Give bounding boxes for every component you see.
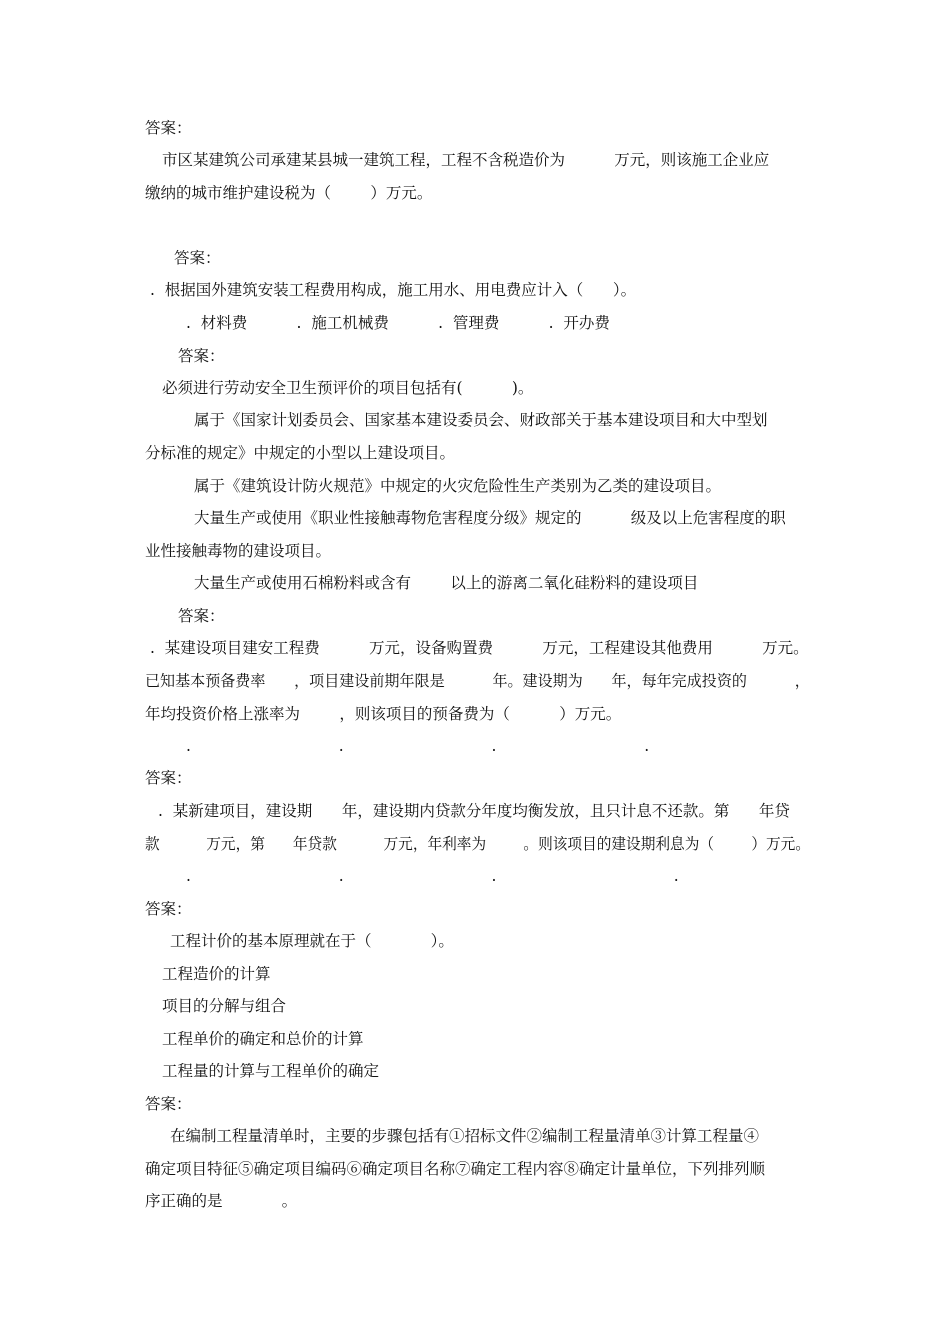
options-row: . . . . [186, 737, 650, 755]
question-text: 在编制工程量清单时，主要的步骤包括有①招标文件②编制工程量清单③计算工程量④ [170, 1127, 760, 1145]
option-text: 大量生产或使用石棉粉料或含有 以上的游离二氧化硅粉料的建设项目 [194, 574, 699, 592]
option-text: 工程量的计算与工程单价的确定 [162, 1062, 380, 1080]
answer-label: 答案： [178, 347, 225, 365]
question-text: . 某新建项目，建设期 年，建设期内贷款分年度均衡发放，且只计息不还款。第 年贷 [158, 802, 790, 820]
option-text: 属于《国家计划委员会、国家基本建设委员会、财政部关于基本建设项目和大中型划 [194, 411, 768, 429]
option-text: 工程造价的计算 [162, 965, 271, 983]
question-text: 缴纳的城市维护建设税为（ ）万元。 [145, 184, 433, 202]
question-text: 年均投资价格上涨率为 ，则该项目的预备费为（ ）万元。 [145, 705, 622, 723]
question-text: 已知基本预备费率 ，项目建设前期年限是 年。建设期为 年，每年完成投资的 ， [145, 672, 810, 690]
question-text: 确定项目特征⑤确定项目编码⑥确定项目名称⑦确定工程内容⑧确定计量单位，下列排列顺 [145, 1160, 766, 1178]
answer-label: 答案： [145, 769, 192, 787]
question-text: 必须进行劳动安全卫生预评价的项目包括有( )。 [162, 379, 534, 397]
option-text: 业性接触毒物的建设项目。 [145, 542, 332, 560]
answer-label: 答案： [145, 119, 192, 137]
question-text: 款 万元，第 年贷款 万元，年利率为 。则该项目的建设期利息为（ ）万元。 [145, 835, 810, 853]
option-text: 大量生产或使用《职业性接触毒物危害程度分级》规定的 级及以上危害程度的职 [194, 509, 786, 527]
question-text: 工程计价的基本原理就在于（ ）。 [170, 932, 454, 950]
option-text: 属于《建筑设计防火规范》中规定的火灾危险性生产类别为乙类的建设项目。 [194, 477, 722, 495]
question-text: 市区某建筑公司承建某县城一建筑工程，工程不含税造价为 万元，则该施工企业应 [162, 151, 770, 169]
question-text: . 某建设项目建安工程费 万元，设备购置费 万元，工程建设其他费用 万元。 [150, 639, 809, 657]
answer-label: 答案： [178, 607, 225, 625]
answer-label: 答案： [145, 900, 192, 918]
question-text: . 根据国外建筑安装工程费用构成，施工用水、用电费应计入（ ）。 [150, 281, 637, 299]
option-text: 项目的分解与组合 [162, 997, 287, 1015]
option-text: 分标准的规定》中规定的小型以上建设项目。 [145, 444, 456, 462]
question-text: 序正确的是 。 [145, 1192, 298, 1210]
answer-label: 答案： [174, 249, 221, 267]
options-row: . 材料费 . 施工机械费 . 管理费 . 开办费 [186, 314, 610, 332]
options-row: . . . . [186, 867, 679, 885]
answer-label: 答案： [145, 1095, 192, 1113]
option-text: 工程单价的确定和总价的计算 [162, 1030, 364, 1048]
